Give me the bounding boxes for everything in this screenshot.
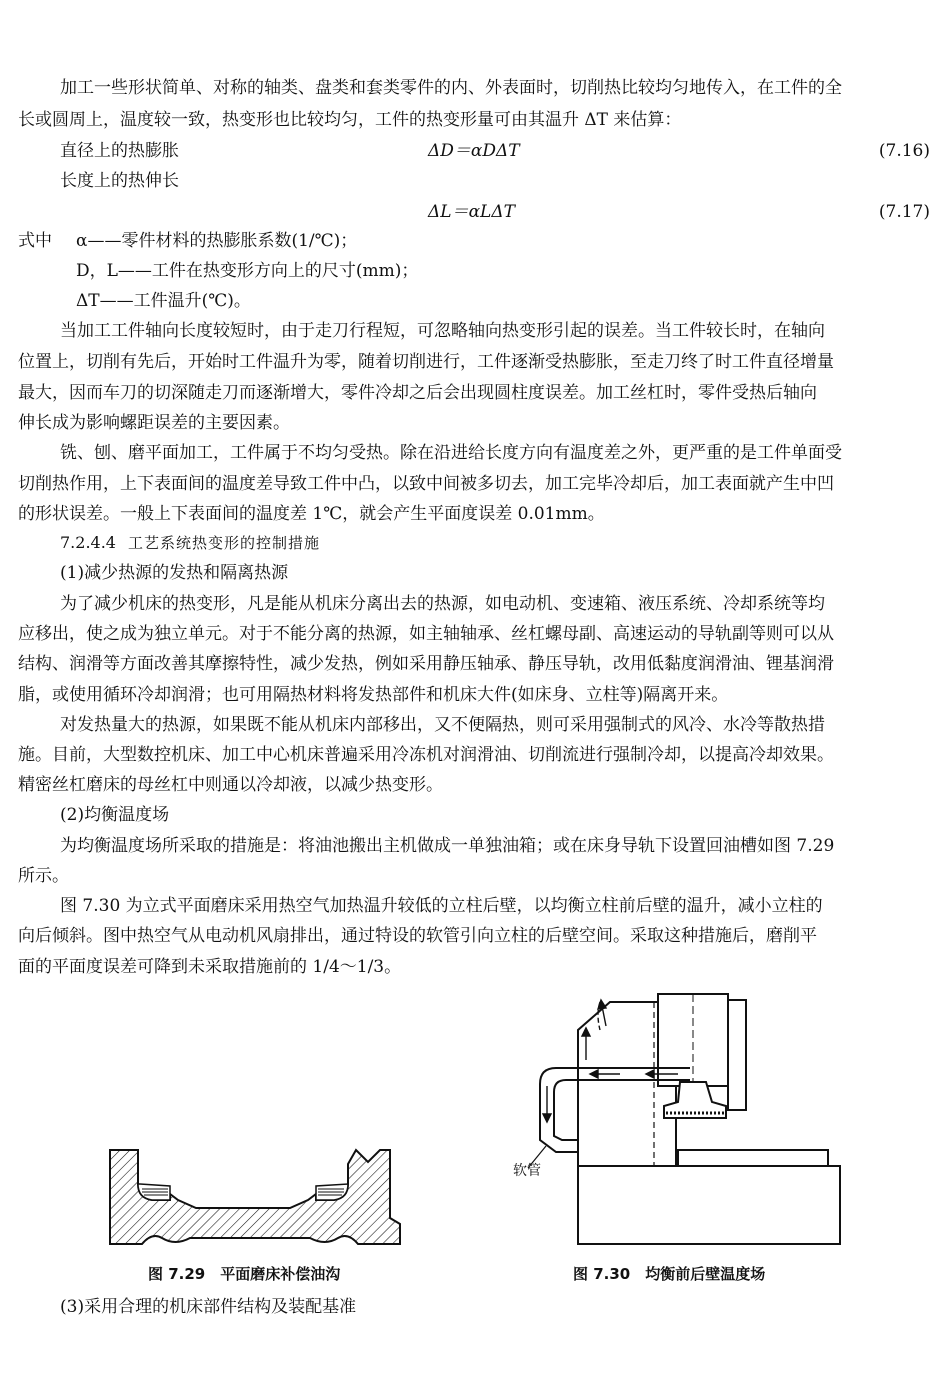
para7-line2: 向后倾斜。图中热空气从电动机风扇排出，通过特设的软管引向立柱的后壁空间。采取这种措施后，磨削平 [18,926,817,946]
para2-line4: 伸长成为影响螺距误差的主要因素。 [18,413,290,433]
para4-line2: 应移出，使之成为独立单元。对于不能分离的热源，如主轴轴承、丝杠螺母副、高速运动的导轨副等则可以从 [18,624,834,644]
para2-line2: 位置上，切削有先后，开始时工件温升为零，随着切削进行，工件逐渐受热膨胀，至走刀终了时工件直径增量 [18,352,834,372]
para3-line1: 铣、刨、磨平面加工，工件属于不均匀受热。除在沿进给长度方向有温度差之外，更严重的是工件单面受 [60,443,842,463]
subheading-1: (1)减少热源的发热和隔离热源 [60,563,289,583]
para2-line3: 最大，因而车刀的切深随走刀而逐渐增大，零件冷却之后会出现圆柱度误差。加工丝杠时，零件受热后轴向 [18,383,817,403]
worktable [678,1150,828,1166]
figure-7-30-caption: 图 7.30 均衡前后壁温度场 [573,1265,766,1283]
where-temp-rise: ΔT——工件温升(℃)。 [76,291,251,311]
section-title: 工艺系统热变形的控制措施 [128,534,321,552]
para1-line1: 加工一些形状简单、对称的轴类、盘类和套类零件的内、外表面时，切削热比较均匀地传入，在工件的全 [60,78,842,98]
eq2-label: 长度上的热伸长 [60,171,179,191]
eq2-formula: ΔL＝αLΔT [428,202,515,222]
machine-bed [578,1166,840,1244]
para1-line2: 长或圆周上，温度较一致，热变形也比较均匀，工件的热变形量可由其温升 ΔT 来估算： [18,110,682,130]
para5-line2: 施。目前，大型数控机床、加工中心机床普遍采用冷冻机对润滑油、切削流进行强制冷却，以提高冷却效果。 [18,745,834,765]
eq1-formula: ΔD＝αDΔT [428,141,520,161]
para5-line3: 精密丝杠磨床的母丝杠中则通以冷却液，以减少热变形。 [18,775,443,795]
subheading-2: (2)均衡温度场 [60,805,170,825]
eq1-label: 直径上的热膨胀 [60,141,179,161]
para6-line1: 为均衡温度场所采取的措施是：将油池搬出主机做成一单独油箱；或在床身导轨下设置回油槽如图 7.29 [60,836,835,856]
para6-line2: 所示。 [18,866,69,886]
eq2-number: (7.17) [878,202,930,222]
figure-7-30-diagram [500,990,850,1250]
where-dimensions: D，L——工件在热变形方向上的尺寸(mm)； [76,261,419,281]
para7-line1: 图 7.30 为立式平面磨床采用热空气加热温升较低的立柱后壁，以均衡立柱前后壁的温升，减小立柱的 [60,896,823,916]
para4-line4: 脂，或使用循环冷却润滑；也可用隔热材料将发热部件和机床大件(如床身、立柱等)隔离开来。 [18,685,729,705]
para4-line3: 结构、润滑等方面改善其摩擦特性，减少发热，例如采用静压轴承、静压导轨，改用低黏度润滑油、锂基润滑 [18,654,834,674]
para3-line2: 切削热作用，上下表面间的温度差导致工件中凸，以致中间被多切去，加工完毕冷却后，加工表面就产生中凹 [18,474,834,494]
para7-line3: 面的平面度误差可降到未采取措施前的 1/4～1/3。 [18,957,402,977]
para4-line1: 为了减少机床的热变形，凡是能从机床分离出去的热源，如电动机、变速箱、液压系统、冷却系统等均 [60,594,825,614]
para5-line1: 对发热量大的热源，如果既不能从机床内部移出，又不便隔热，则可采用强制式的风冷、水冷等散热措 [60,715,825,735]
section-number: 7.2.4.4 [60,533,116,552]
where-alpha: α——零件材料的热膨胀系数(1/℃)； [76,231,358,251]
figure-7-29-caption: 图 7.29 平面磨床补偿油沟 [148,1265,341,1283]
hose-label: 软管 [513,1163,541,1179]
para2-line1: 当加工工件轴向长度较短时，由于走刀行程短，可忽略轴向热变形引起的误差。当工件较长时，在轴向 [60,321,825,341]
subheading-3: (3)采用合理的机床部件结构及装配基准 [60,1297,357,1317]
figure-7-29-diagram [100,1140,410,1252]
where-prefix: 式中 [18,231,52,251]
motor [728,1000,746,1110]
eq1-number: (7.16) [878,141,930,161]
para3-line3: 的形状误差。一般上下表面间的温度差 1℃，就会产生平面度误差 0.01mm。 [18,504,605,524]
